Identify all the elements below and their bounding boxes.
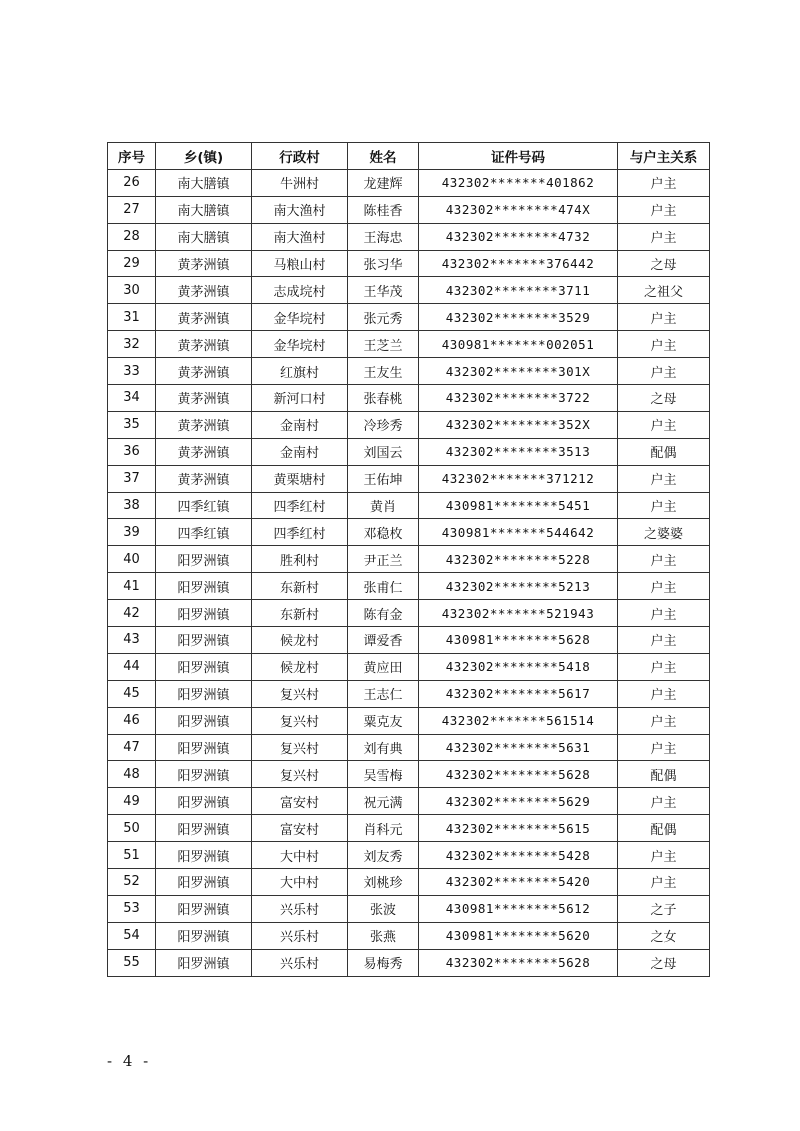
header-village: 行政村 — [252, 143, 348, 170]
table-row — [108, 600, 710, 627]
table-row — [108, 761, 710, 788]
township-cell: 阳罗洲镇 — [156, 761, 252, 788]
township-cell: 四季红镇 — [156, 519, 252, 546]
serial-cell: 39 — [108, 519, 156, 546]
table-row — [108, 653, 710, 680]
header-township: 乡(镇) — [156, 143, 252, 170]
name-cell: 张甫仁 — [348, 573, 419, 600]
serial-cell: 31 — [108, 304, 156, 331]
name-cell: 邓稳枚 — [348, 519, 419, 546]
relation-cell: 户主 — [618, 331, 710, 358]
relation-cell: 户主 — [618, 196, 710, 223]
name-cell: 尹正兰 — [348, 546, 419, 573]
table-row — [108, 734, 710, 761]
village-cell: 候龙村 — [252, 653, 348, 680]
id-number-cell: 432302********5628 — [419, 761, 618, 788]
serial-cell: 36 — [108, 438, 156, 465]
name-cell: 易梅秀 — [348, 949, 419, 976]
serial-cell: 34 — [108, 385, 156, 412]
serial-cell: 52 — [108, 869, 156, 896]
table-row — [108, 277, 710, 304]
table-row — [108, 438, 710, 465]
id-number-cell: 432302********301X — [419, 358, 618, 385]
relation-cell: 户主 — [618, 627, 710, 654]
township-cell: 阳罗洲镇 — [156, 842, 252, 869]
relation-cell: 户主 — [618, 600, 710, 627]
id-number-cell: 432302********5629 — [419, 788, 618, 815]
name-cell: 黄肖 — [348, 492, 419, 519]
table-row — [108, 331, 710, 358]
serial-cell: 33 — [108, 358, 156, 385]
township-cell: 黄茅洲镇 — [156, 277, 252, 304]
serial-cell: 27 — [108, 196, 156, 223]
id-number-cell: 432302********3722 — [419, 385, 618, 412]
name-cell: 张春桃 — [348, 385, 419, 412]
name-cell: 张燕 — [348, 922, 419, 949]
table-row — [108, 196, 710, 223]
village-cell: 兴乐村 — [252, 922, 348, 949]
name-cell: 刘国云 — [348, 438, 419, 465]
serial-cell: 26 — [108, 169, 156, 196]
village-cell: 东新村 — [252, 600, 348, 627]
id-number-cell: 432302********3513 — [419, 438, 618, 465]
serial-cell: 30 — [108, 277, 156, 304]
township-cell: 阳罗洲镇 — [156, 895, 252, 922]
name-cell: 王佑坤 — [348, 465, 419, 492]
village-cell: 候龙村 — [252, 627, 348, 654]
id-number-cell: 432302*******561514 — [419, 707, 618, 734]
relation-cell: 配偶 — [618, 815, 710, 842]
relation-cell: 户主 — [618, 546, 710, 573]
village-cell: 富安村 — [252, 788, 348, 815]
village-cell: 金华垸村 — [252, 331, 348, 358]
relation-cell: 户主 — [618, 223, 710, 250]
serial-cell: 54 — [108, 922, 156, 949]
table-row — [108, 385, 710, 412]
relation-cell: 之子 — [618, 895, 710, 922]
township-cell: 阳罗洲镇 — [156, 707, 252, 734]
township-cell: 阳罗洲镇 — [156, 815, 252, 842]
relation-cell: 之祖父 — [618, 277, 710, 304]
name-cell: 刘有典 — [348, 734, 419, 761]
table-row — [108, 922, 710, 949]
village-cell: 大中村 — [252, 869, 348, 896]
id-number-cell: 432302********5615 — [419, 815, 618, 842]
township-cell: 黄茅洲镇 — [156, 411, 252, 438]
id-number-cell: 432302********4732 — [419, 223, 618, 250]
village-cell: 新河口村 — [252, 385, 348, 412]
table-row — [108, 842, 710, 869]
id-number-cell: 430981*******002051 — [419, 331, 618, 358]
name-cell: 张习华 — [348, 250, 419, 277]
relation-cell: 户主 — [618, 492, 710, 519]
township-cell: 南大膳镇 — [156, 223, 252, 250]
household-table — [107, 142, 710, 977]
table-header — [108, 143, 710, 170]
relation-cell: 户主 — [618, 680, 710, 707]
relation-cell: 之女 — [618, 922, 710, 949]
table-row — [108, 465, 710, 492]
village-cell: 志成垸村 — [252, 277, 348, 304]
table-row — [108, 546, 710, 573]
id-number-cell: 430981********5628 — [419, 627, 618, 654]
serial-cell: 40 — [108, 546, 156, 573]
relation-cell: 户主 — [618, 869, 710, 896]
village-cell: 东新村 — [252, 573, 348, 600]
township-cell: 黄茅洲镇 — [156, 465, 252, 492]
serial-cell: 44 — [108, 653, 156, 680]
village-cell: 牛洲村 — [252, 169, 348, 196]
id-number-cell: 430981********5620 — [419, 922, 618, 949]
header-id-number: 证件号码 — [419, 143, 618, 170]
village-cell: 黄栗塘村 — [252, 465, 348, 492]
village-cell: 金华垸村 — [252, 304, 348, 331]
id-number-cell: 432302********5631 — [419, 734, 618, 761]
village-cell: 金南村 — [252, 438, 348, 465]
serial-cell: 46 — [108, 707, 156, 734]
township-cell: 黄茅洲镇 — [156, 358, 252, 385]
id-number-cell: 432302********5213 — [419, 573, 618, 600]
name-cell: 张元秀 — [348, 304, 419, 331]
serial-cell: 48 — [108, 761, 156, 788]
page-number: - 4 - — [107, 1052, 152, 1070]
id-number-cell: 432302*******521943 — [419, 600, 618, 627]
village-cell: 兴乐村 — [252, 895, 348, 922]
village-cell: 南大渔村 — [252, 196, 348, 223]
relation-cell: 户主 — [618, 304, 710, 331]
serial-cell: 47 — [108, 734, 156, 761]
serial-cell: 51 — [108, 842, 156, 869]
table-row — [108, 869, 710, 896]
table-row — [108, 519, 710, 546]
id-number-cell: 432302********5420 — [419, 869, 618, 896]
header-row — [108, 143, 710, 170]
relation-cell: 户主 — [618, 734, 710, 761]
name-cell: 王友生 — [348, 358, 419, 385]
table-row — [108, 169, 710, 196]
township-cell: 阳罗洲镇 — [156, 653, 252, 680]
relation-cell: 之母 — [618, 250, 710, 277]
name-cell: 王芝兰 — [348, 331, 419, 358]
serial-cell: 45 — [108, 680, 156, 707]
village-cell: 胜利村 — [252, 546, 348, 573]
table-row — [108, 358, 710, 385]
relation-cell: 户主 — [618, 411, 710, 438]
table-row — [108, 707, 710, 734]
id-number-cell: 432302********3711 — [419, 277, 618, 304]
table-row — [108, 411, 710, 438]
serial-cell: 41 — [108, 573, 156, 600]
table-row — [108, 788, 710, 815]
name-cell: 龙建辉 — [348, 169, 419, 196]
id-number-cell: 432302********474X — [419, 196, 618, 223]
name-cell: 黄应田 — [348, 653, 419, 680]
township-cell: 阳罗洲镇 — [156, 949, 252, 976]
id-number-cell: 430981********5612 — [419, 895, 618, 922]
id-number-cell: 430981*******544642 — [419, 519, 618, 546]
township-cell: 黄茅洲镇 — [156, 385, 252, 412]
header-name: 姓名 — [348, 143, 419, 170]
id-number-cell: 432302*******401862 — [419, 169, 618, 196]
relation-cell: 户主 — [618, 169, 710, 196]
serial-cell: 55 — [108, 949, 156, 976]
serial-cell: 42 — [108, 600, 156, 627]
village-cell: 马粮山村 — [252, 250, 348, 277]
serial-cell: 28 — [108, 223, 156, 250]
serial-cell: 50 — [108, 815, 156, 842]
table-row — [108, 250, 710, 277]
name-cell: 王志仁 — [348, 680, 419, 707]
name-cell: 谭爱香 — [348, 627, 419, 654]
relation-cell: 户主 — [618, 788, 710, 815]
relation-cell: 之母 — [618, 385, 710, 412]
village-cell: 金南村 — [252, 411, 348, 438]
name-cell: 粟克友 — [348, 707, 419, 734]
township-cell: 南大膳镇 — [156, 196, 252, 223]
relation-cell: 配偶 — [618, 761, 710, 788]
township-cell: 阳罗洲镇 — [156, 546, 252, 573]
table-row — [108, 573, 710, 600]
village-cell: 复兴村 — [252, 680, 348, 707]
name-cell: 吴雪梅 — [348, 761, 419, 788]
table-row — [108, 815, 710, 842]
relation-cell: 户主 — [618, 842, 710, 869]
township-cell: 阳罗洲镇 — [156, 734, 252, 761]
name-cell: 肖科元 — [348, 815, 419, 842]
village-cell: 复兴村 — [252, 707, 348, 734]
village-cell: 南大渔村 — [252, 223, 348, 250]
village-cell: 复兴村 — [252, 761, 348, 788]
table-row — [108, 680, 710, 707]
village-cell: 富安村 — [252, 815, 348, 842]
serial-cell: 29 — [108, 250, 156, 277]
township-cell: 黄茅洲镇 — [156, 438, 252, 465]
table-row — [108, 492, 710, 519]
relation-cell: 之婆婆 — [618, 519, 710, 546]
id-number-cell: 432302********5428 — [419, 842, 618, 869]
header-relation: 与户主关系 — [618, 143, 710, 170]
serial-cell: 38 — [108, 492, 156, 519]
township-cell: 黄茅洲镇 — [156, 250, 252, 277]
township-cell: 南大膳镇 — [156, 169, 252, 196]
name-cell: 冷珍秀 — [348, 411, 419, 438]
relation-cell: 户主 — [618, 465, 710, 492]
table-row — [108, 627, 710, 654]
table-row — [108, 895, 710, 922]
relation-cell: 之母 — [618, 949, 710, 976]
township-cell: 黄茅洲镇 — [156, 331, 252, 358]
header-serial-number: 序号 — [108, 143, 156, 170]
id-number-cell: 432302********5418 — [419, 653, 618, 680]
id-number-cell: 432302********5628 — [419, 949, 618, 976]
table-body — [108, 169, 710, 976]
serial-cell: 53 — [108, 895, 156, 922]
name-cell: 祝元满 — [348, 788, 419, 815]
id-number-cell: 432302*******376442 — [419, 250, 618, 277]
relation-cell: 户主 — [618, 358, 710, 385]
township-cell: 阳罗洲镇 — [156, 922, 252, 949]
township-cell: 阳罗洲镇 — [156, 680, 252, 707]
name-cell: 陈桂香 — [348, 196, 419, 223]
id-number-cell: 432302********3529 — [419, 304, 618, 331]
village-cell: 复兴村 — [252, 734, 348, 761]
village-cell: 红旗村 — [252, 358, 348, 385]
village-cell: 大中村 — [252, 842, 348, 869]
serial-cell: 35 — [108, 411, 156, 438]
name-cell: 张波 — [348, 895, 419, 922]
table-row — [108, 949, 710, 976]
name-cell: 王华茂 — [348, 277, 419, 304]
serial-cell: 49 — [108, 788, 156, 815]
id-number-cell: 432302********352X — [419, 411, 618, 438]
name-cell: 陈有金 — [348, 600, 419, 627]
village-cell: 四季红村 — [252, 519, 348, 546]
village-cell: 四季红村 — [252, 492, 348, 519]
village-cell: 兴乐村 — [252, 949, 348, 976]
id-number-cell: 432302********5228 — [419, 546, 618, 573]
relation-cell: 户主 — [618, 573, 710, 600]
table-row — [108, 304, 710, 331]
relation-cell: 户主 — [618, 707, 710, 734]
serial-cell: 43 — [108, 627, 156, 654]
id-number-cell: 432302********5617 — [419, 680, 618, 707]
township-cell: 阳罗洲镇 — [156, 788, 252, 815]
relation-cell: 配偶 — [618, 438, 710, 465]
id-number-cell: 430981********5451 — [419, 492, 618, 519]
name-cell: 王海忠 — [348, 223, 419, 250]
name-cell: 刘友秀 — [348, 842, 419, 869]
township-cell: 阳罗洲镇 — [156, 573, 252, 600]
township-cell: 阳罗洲镇 — [156, 869, 252, 896]
relation-cell: 户主 — [618, 653, 710, 680]
township-cell: 阳罗洲镇 — [156, 627, 252, 654]
name-cell: 刘桃珍 — [348, 869, 419, 896]
table-row — [108, 223, 710, 250]
township-cell: 四季红镇 — [156, 492, 252, 519]
township-cell: 黄茅洲镇 — [156, 304, 252, 331]
id-number-cell: 432302*******371212 — [419, 465, 618, 492]
township-cell: 阳罗洲镇 — [156, 600, 252, 627]
serial-cell: 32 — [108, 331, 156, 358]
serial-cell: 37 — [108, 465, 156, 492]
